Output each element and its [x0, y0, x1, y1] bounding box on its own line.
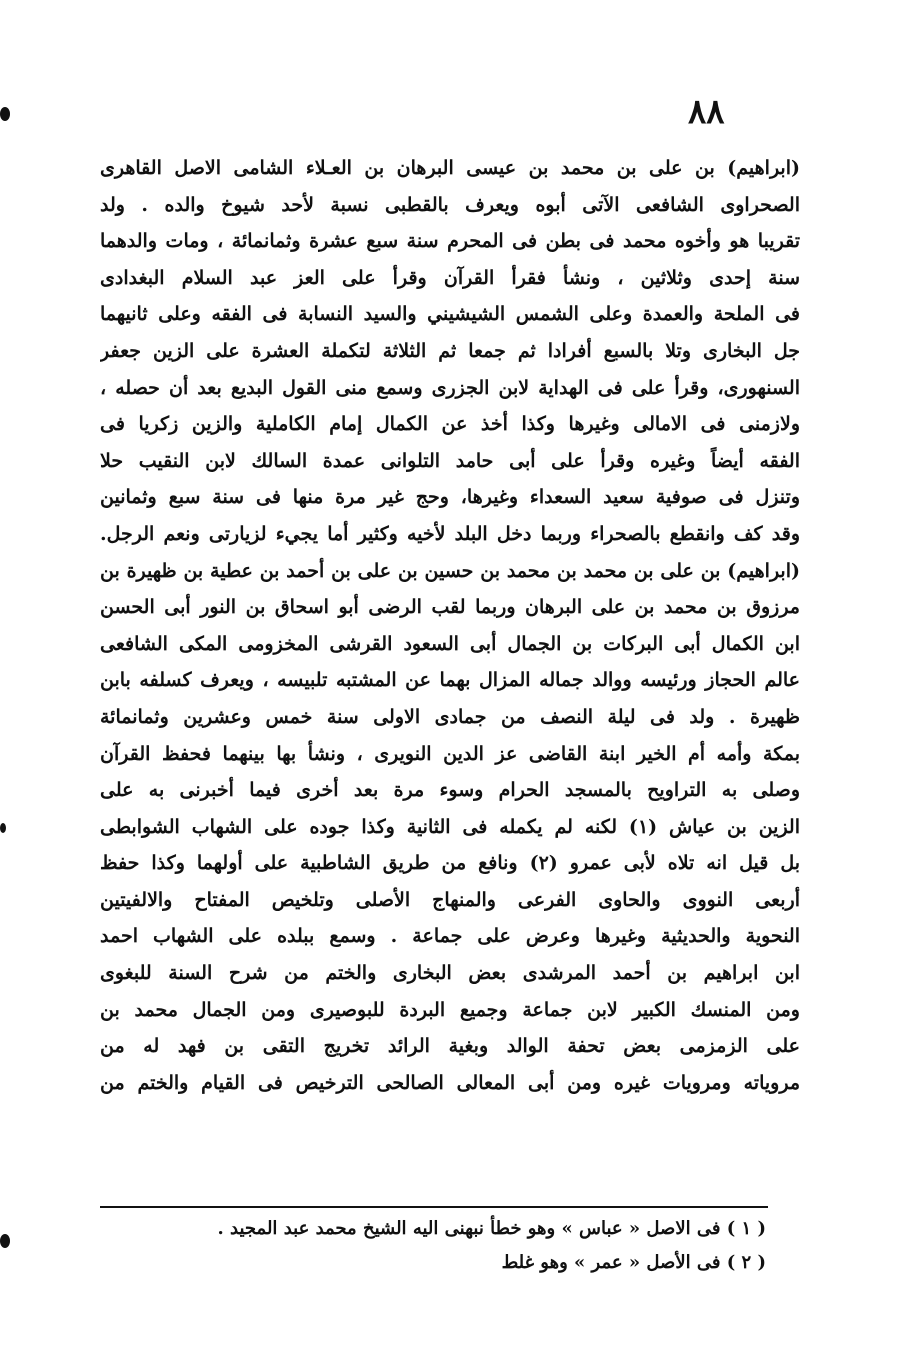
- footnote-2: ( ٢ ) فى الأصل « عمر » وهو غلط: [501, 1252, 766, 1273]
- text-line: بل قيل انه تلاه لأبى عمرو (٢) ونافع من طريق الشاطبية على أولهما وكذا حفظ: [100, 852, 800, 875]
- text-line: فى الملحة والعمدة وعلى الشمس الشيشيني والسيد النسابة فى الفقه وعلى ثانيهما: [100, 303, 800, 326]
- text-line: عالم الحجاز ورئيسه ووالد جماله المزال بهما عن المشتبه تلبيسه ، ويعرف كسلفه بابن: [100, 669, 800, 692]
- text-line: النحوية والحديثية وغيرها وعرض على جماعة . وسمع ببلده على الشهاب احمد: [100, 925, 800, 948]
- text-line: مروياته ومرويات غيره ومن أبى المعالى الصالحى الترخيص فى القيام والختم من: [100, 1071, 800, 1094]
- text-line: ظهيرة . ولد فى ليلة النصف من جمادى الاولى سنة خمس وعشرين وثمانمائة: [100, 705, 800, 728]
- text-line: تقريبا هو وأخوه محمد فى بطن فى المحرم سنة سبع عشرة وثمانمائة ، ومات والدهما: [100, 230, 800, 253]
- text-line: سنة إحدى وثلاثين ، ونشأ فقرأ القرآن وقرأ على العز عبد السلام البغدادى: [100, 266, 800, 289]
- text-line: الصحراوى الشافعى الآتى أبوه ويعرف بالقطبى نسبة لأحد شيوخ والده . ولد: [100, 193, 800, 216]
- text-line: وقد كف وانقطع بالصحراء وربما دخل البلد لأخيه وكثير أما يجيء لزيارتى ونعم الرجل.: [100, 522, 800, 545]
- text-line: بمكة وأمه أم الخير ابنة القاضى عز الدين النويرى ، ونشأ بها بينهما فحفظ القرآن: [100, 742, 800, 765]
- text-line: أربعى النووى والحاوى الفرعى والمنهاج الأصلى وتلخيص المفتاح والالفيتين: [100, 888, 800, 911]
- text-line: مرزوق بن محمد بن على البرهان وربما لقب الرضى أبو اسحاق بن النور أبى الحسن: [100, 596, 800, 619]
- margin-mark-bottom: [0, 1234, 10, 1248]
- text-line: جل البخارى وتلا بالسبع أفرادا ثم جمعا ثم الثلاثة لتكملة العشرة على الزين جعفر: [100, 339, 800, 362]
- text-line: على الزمزمى بعض تحفة الوالد وبغية الرائد تخريج التقى بن فهد له من: [100, 1035, 800, 1058]
- page-number: ٨٨: [688, 92, 725, 132]
- text-line: السنهورى، وقرأ على فى الهداية لابن الجزرى وسمع منى القول البديع بعد أن حصله ،: [100, 376, 800, 399]
- footnote-1: ( ١ ) فى الاصل « عباس » وهو خطأ نبهنى اليه الشيخ محمد عبد المجيد .: [217, 1218, 766, 1239]
- text-line: ابن ابراهيم بن أحمد المرشدى بعض البخارى والختم من شرح السنة للبغوى: [100, 962, 800, 985]
- text-line: وصلى به التراويح بالمسجد الحرام وسوء مرة بعد أخرى فيما أخبرنى به على: [100, 779, 800, 802]
- text-line: وتنزل فى صوفية سعيد السعداء وغيرها، وحج غير مرة منها فى سنة سبع وثمانين: [100, 486, 800, 509]
- footnotes: [100, 1212, 800, 1280]
- text-line: ابن الكمال أبى البركات بن الجمال أبى السعود القرشى المخزومى المكى الشافعى: [100, 632, 800, 655]
- margin-mark-top: [0, 107, 10, 121]
- margin-mark-middle: [0, 823, 6, 833]
- text-line: ومن المنسك الكبير لابن جماعة وجميع البردة للبوصيرى ومن الجمال محمد بن: [100, 998, 800, 1021]
- text-line: (ابراهيم) بن على بن محمد بن عيسى البرهان بن العـلاء الشامى الاصل القاهرى: [100, 157, 800, 179]
- text-line: (ابراهيم) بن على بن محمد بن محمد بن حسين بن على بن أحمد بن عطية بن ظهيرة بن: [100, 559, 800, 582]
- text-line: الزين بن عياش (١) لكنه لم يكمله فى الثانية وكذا جوده على الشهاب الشوابطى: [100, 815, 800, 838]
- body-text: [100, 150, 800, 1101]
- footnote-divider: [100, 1206, 768, 1208]
- text-line: ولازمنى فى الامالى وغيرها وكذا أخذ عن الكمال إمام الكاملية والزين زكريا فى: [100, 413, 800, 436]
- text-line: الفقه أيضاً وغيره وقرأ على أبى حامد التلوانى عمدة السالك لابن النقيب حلا: [100, 449, 800, 472]
